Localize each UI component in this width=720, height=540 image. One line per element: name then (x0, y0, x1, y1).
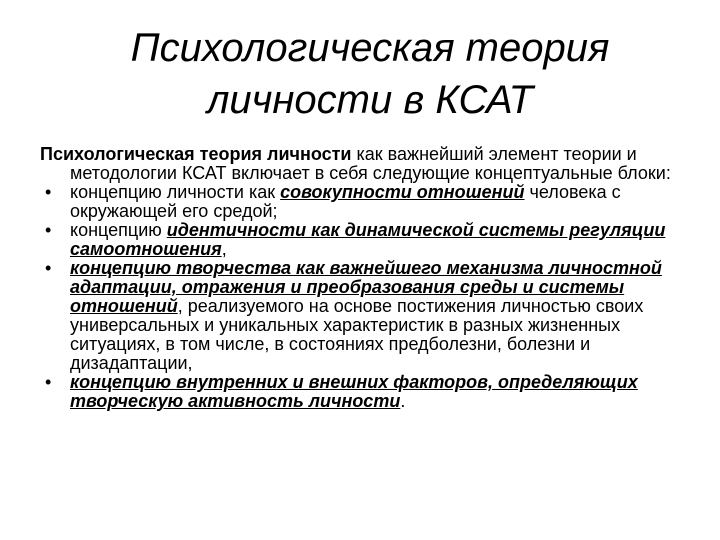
item-text-post: , реализуемого на основе постижения личностью своих универсальных и уникальных характеристик в разных жизненных ситуациях, в том числе, в состояниях предболезни, болезни и дизадаптации, (70, 296, 644, 373)
item-text-post: , (221, 239, 227, 259)
bullet-icon: • (45, 220, 52, 240)
intro-paragraph (40, 145, 680, 183)
slide-title (60, 22, 680, 126)
item-emphasis: идентичности как динамической системы регуляции самоотношения (70, 220, 666, 259)
list-item (40, 221, 680, 259)
item-emphasis: концепцию творчества как важнейшего механизма личностной адаптации, отражения и преобразования среды и системы отношений (70, 258, 662, 316)
slide-body (40, 145, 680, 411)
bullet-icon: • (45, 372, 52, 392)
title-line-1: Психологическая теория (130, 26, 610, 70)
item-emphasis: концепцию внутренних и внешних факторов, определяющих творческую активность личности (70, 372, 638, 411)
intro-bold-term: Психологическая теория личности (40, 144, 352, 164)
item-text-post: . (400, 391, 406, 411)
bullet-icon: • (45, 182, 52, 202)
item-emphasis: совокупности отношений (280, 182, 525, 202)
list-item (40, 183, 680, 221)
intro-text: как важнейший элемент теории и методологии КСАТ включает в себя следующие концептуальные блоки: (70, 144, 671, 183)
title-line-2: личности в КСАТ (206, 78, 534, 122)
concept-list (40, 183, 680, 411)
item-text-post: человека с окружающей его средой; (70, 182, 621, 221)
item-text-pre: концепцию личности как (70, 182, 281, 202)
bullet-icon: • (45, 258, 52, 278)
item-text-pre: концепцию (70, 220, 167, 240)
list-item (40, 259, 680, 373)
list-item (40, 373, 680, 411)
